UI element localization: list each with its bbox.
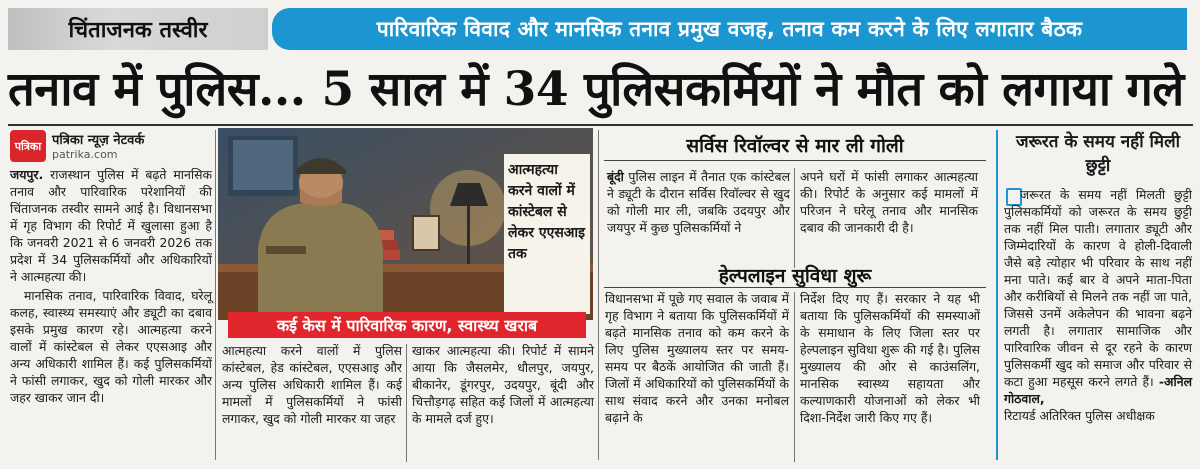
section-heading-rule [604, 287, 986, 288]
section-heading-rule [604, 160, 986, 161]
sidebar-title: जरूरत के समय नहीं मिली छुट्टी [1015, 132, 1181, 176]
sidebar-author-role: रिटायर्ड अतिरिक्त पुलिस अधीक्षक [1004, 408, 1155, 423]
section-2-column-a: विधानसभा में पूछे गए सवाल के जवाब में गृह विभाग ने बताया कि पुलिसकर्मियों में बढ़ते मानसिक तनाव को कम करने के लिए पुलिस मुख्यालय स्तर पर समय-समय पर बैठकें आयोजित की जाती हैं। जिलों में अधिकारियों को पुलिसकर्मियों के साथ संवाद करने और उनका मनोबल बढ़ाने के [605, 291, 789, 425]
sidebar-author: -अनिल गोठवाल, [1004, 374, 1192, 406]
sidebar-text: जरूरत के समय नहीं मिलती छुट्टी पुलिसकर्मियों को जरूरत के समय छुट्टी तक नहीं मिल पाती। लगातार ड्यूटी और जिम्मेदारियों के कारण वे होली-दिवाली जैसे बड़े त्योहार भी परिवार के साथ नहीं मना पाते। कई बार वे अपने माता-पिता और करीबियों से मिलने तक नहीं जा पाते, जिससे उनमें अकेलेपन की भावना बढ़ने लगती है। लगातार सामाजिक और पारिवारिक जीवन से दूर रहने के कारण पुलिसकर्मी खुद को समाज और परिवार से कटा हुआ महसूस करने लगते हैं। [1004, 187, 1192, 389]
section-1-column-a [607, 168, 790, 236]
sidebar-body [1004, 186, 1192, 424]
article-column-1 [10, 166, 212, 408]
headline-rule [8, 124, 1193, 126]
photo-caption: आत्महत्या करने वालों में कांस्टेबल से लेकर एएसआइ तक [504, 154, 590, 314]
paragraph-1: राजस्थान पुलिस में बढ़ते मानसिक तनाव और पारिवारिक परेशानियों की चिंताजनक तस्वीर सामने आई है। विधानसभा में गृह विभाग की रिपोर्ट में खुलासा हुआ है कि जनवरी 2021 से 6 जनवरी 2026 तक प्रदेश में 34 पुलिसकर्मियों और अधिकारियों ने आत्महत्या की। [10, 167, 212, 284]
section-heading-revolver: सर्विस रिवॉल्वर से मार ली गोली [686, 135, 904, 157]
column-divider [598, 130, 599, 460]
subheadline-banner: पारिवारिक विवाद और मानसिक तनाव प्रमुख वजह, तनाव कम करने के लिए लगातार बैठक [272, 8, 1187, 50]
section-heading-helpline: हेल्पलाइन सुविधा शुरू [718, 265, 872, 287]
dateline: जयपुर. [10, 167, 44, 182]
byline-site: patrika.com [52, 148, 118, 161]
section-2-column-b: निर्देश दिए गए हैं। सरकार ने यह भी बताया कि पुलिसकर्मियों की समस्याओं के समाधान के लिए जिला स्तर पर हेल्पलाइन सुविधा शुरू की गई है। पुलिस मुख्यालय की ओर से काउंसलिंग, मानसिक स्वास्थ्य सहायता और कल्याणकारी योजनाओं को लेकर भी दिशा-निर्देश जारी किए गए हैं। [800, 291, 980, 425]
byline-agency: पत्रिका न्यूज़ नेटवर्क [52, 133, 145, 148]
section-tag: चिंताजनक तस्वीर [8, 8, 268, 50]
column-divider [406, 344, 407, 462]
paragraph-2: मानसिक तनाव, पारिवारिक विवाद, घरेलू कलह, स्वास्थ्य समस्याएं और ड्यूटी का दबाव इसके प्रमुख कारण रहे। आत्महत्या करने वालों में कांस्टेबल से लेकर एएसआइ और अन्य अधिकारी शामिल हैं। कई पुलिसकर्मियों ने फांसी लगाकर, खुद को गोली मारकर और जहर खाकर जान दी। [10, 288, 212, 405]
red-subheading: कई केस में पारिवारिक कारण, स्वास्थ्य खराब [228, 312, 586, 338]
column-divider [794, 168, 795, 268]
column-divider [215, 130, 216, 460]
section-1-column-b: अपने घरों में फांसी लगाकर आत्महत्या की। रिपोर्ट के अनुसार कई मामलों में परिजन ने घरेलू तनाव और मानसिक दबाव की जानकारी दी है। [800, 169, 978, 235]
article-column-2b: खाकर आत्महत्या की। रिपोर्ट में सामने आया कि जैसलमेर, धौलपुर, जयपुर, बीकानेर, डूंगरपुर, उदयपुर, बूंदी और चित्तौड़गढ़ सहित कई जिलों में आत्महत्या के मामले दर्ज हुए। [412, 343, 594, 426]
patrika-logo: पत्रिका [10, 130, 46, 162]
article-column-2a: आत्महत्या करने वालों में पुलिस कांस्टेबल, हेड कांस्टेबल, एएसआइ और अन्य पुलिस अधिकारी शामिल हैं। कई मामलों में पुलिसकर्मियों ने फांसी लगाकर, खुद को गोली मारकर या जहर [222, 343, 402, 426]
section-1-text-a: पुलिस लाइन में तैनात एक कांस्टेबल ने ड्यूटी के दौरान सर्विस रिवॉल्वर से खुद को गोली मार ली, जबकि उदयपुर और जयपुर में कुछ पुलिसकर्मियों ने [607, 169, 790, 235]
headline: तनाव में पुलिस... 5 साल में 34 पुलिसकर्मियों ने मौत को लगाया गले [8, 62, 1184, 117]
sidebar-divider [996, 130, 998, 460]
column-divider [794, 292, 795, 462]
dateline: बूंदी [607, 169, 624, 184]
